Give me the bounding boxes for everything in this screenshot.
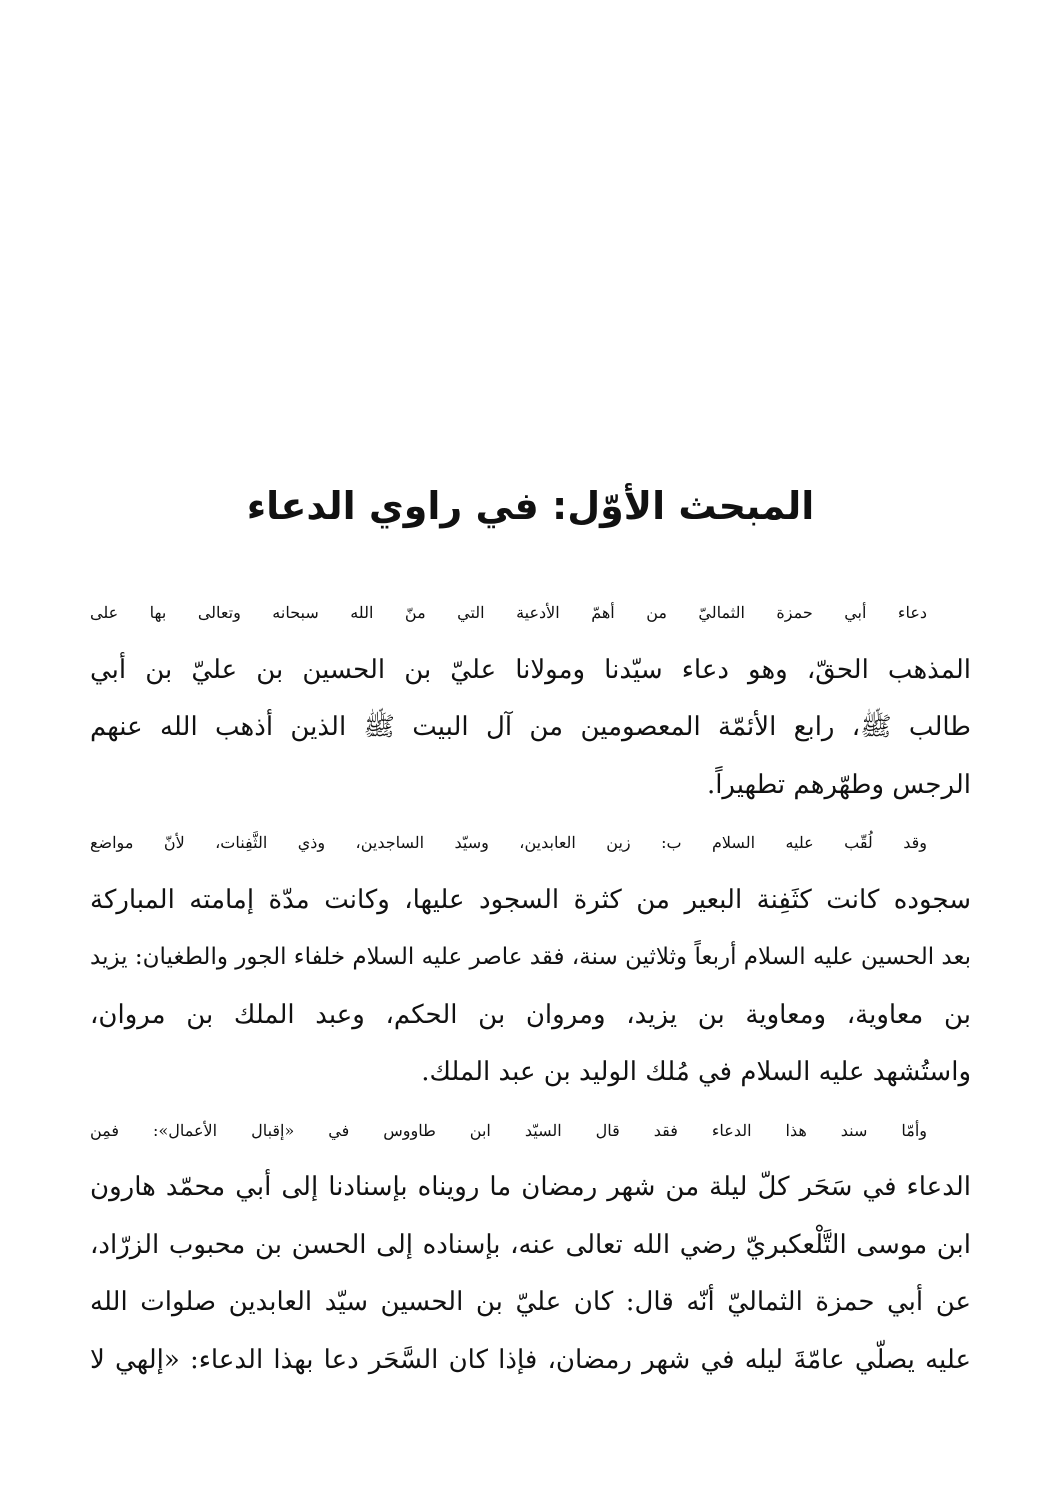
paragraph-line: ابن موسى التَّلْعكبريّ رضي الله تعالى عنه، بإسناده إلى الحسن بن محبوب الزرّاد، <box>90 1229 971 1260</box>
paragraph-line: وقد لُقّب عليه السلام ب: زين العابدين، وسيّد الساجدين، وذي الثَّفِنات، لأنّ مواضع <box>90 833 927 852</box>
paragraph-line: طالب ﷺ، رابع الأئمّة المعصومين من آل البيت ﷺ الذين أذهب الله عنهم <box>90 712 971 742</box>
paragraph-1 <box>90 584 971 814</box>
paragraph-line: الرجس وطهّرهم تطهيراً. <box>706 769 971 800</box>
paragraph-line: وأمّا سند هذا الدعاء فقد قال السيّد ابن طاووس في «إقبال الأعمال»: فمِن <box>90 1120 927 1140</box>
body-text <box>90 584 971 1389</box>
paragraph-line: دعاء أبي حمزة الثماليّ من أهمّ الأدعية التي منّ الله سبحانه وتعالى بها على <box>90 603 927 622</box>
paragraph-line: سجوده كانت كثَفِنة البعير من كثرة السجود عليها، وكانت مدّة إمامته المباركة <box>90 884 971 915</box>
paragraph-line: بعد الحسين عليه السلام أربعاً وثلاثين سنة، فقد عاصر عليه السلام خلفاء الجور والطغيان: يزيد <box>90 944 971 970</box>
paragraph-line: الدعاء في سَحَر كلّ ليلة من شهر رمضان ما رويناه بإسنادنا إلى أبي محمّد هارون <box>90 1172 971 1202</box>
paragraph-line: واستُشهد عليه السلام في مُلك الوليد بن عبد الملك. <box>421 1057 971 1087</box>
section-title: المبحث الأوّل: في راوي الدعاء <box>246 484 815 528</box>
paragraph-3 <box>90 1102 971 1390</box>
paragraph-line: بن معاوية، ومعاوية بن يزيد، ومروان بن الحكم، وعبد الملك بن مروان، <box>90 999 971 1030</box>
paragraph-2 <box>90 814 971 1102</box>
paragraph-line: عليه يصلّي عامّةَ ليله في شهر رمضان، فإذا كان السَّحَر دعا بهذا الدعاء: «إلهي لا <box>90 1344 971 1375</box>
paragraph-line: عن أبي حمزة الثماليّ أنّه قال: كان عليّ بن الحسين سيّد العابدين صلوات الله <box>90 1287 971 1317</box>
paragraph-line: المذهب الحقّ، وهو دعاء سيّدنا ومولانا عليّ بن الحسين بن عليّ بن أبي <box>90 654 971 685</box>
document-page <box>90 0 971 1507</box>
